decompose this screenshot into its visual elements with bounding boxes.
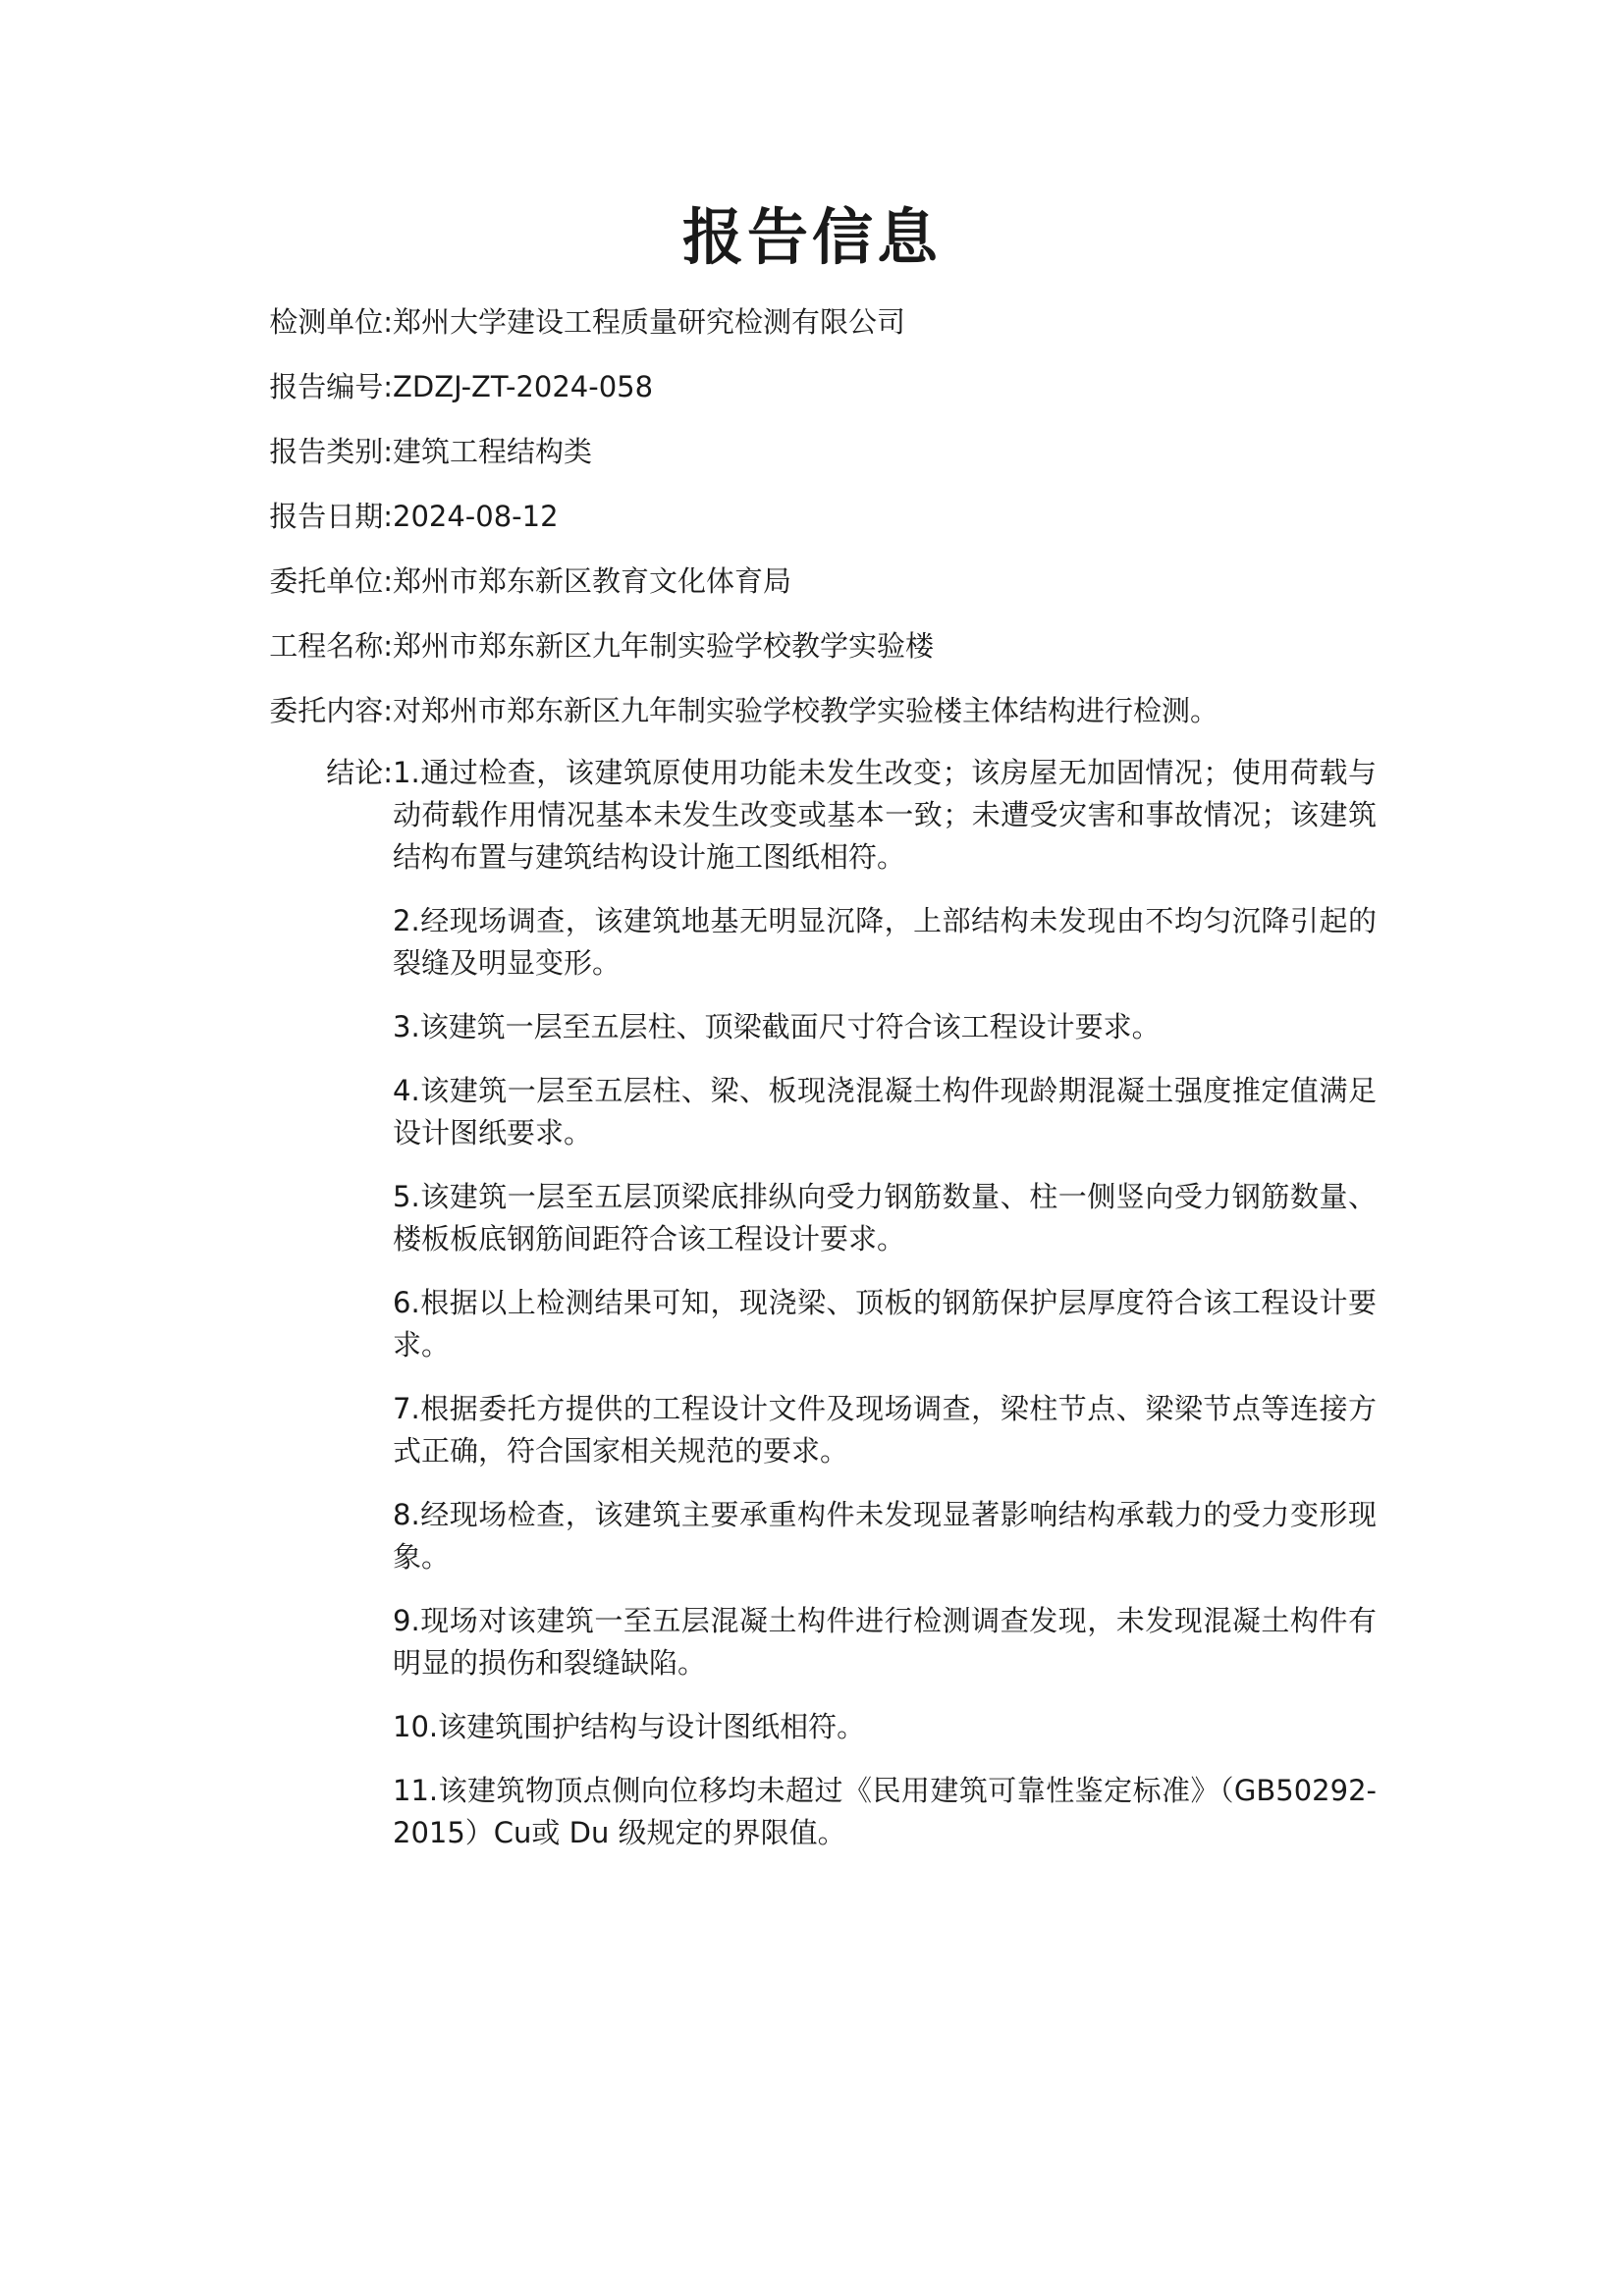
field-commission-content: [244, 689, 1382, 732]
conclusion-label: 结论:: [326, 756, 393, 789]
field-label: 检测单位:: [269, 305, 393, 339]
field-report-category: [244, 430, 1382, 473]
page-title: 报告信息: [681, 201, 942, 273]
field-label: 报告编号:: [269, 370, 393, 403]
conclusion-item: 2.经现场调查，该建筑地基无明显沉降，上部结构未发现由不均匀沉降引起的裂缝及明显变形。: [393, 904, 1377, 980]
field-label: 委托内容:: [269, 694, 393, 727]
field-label: 工程名称:: [269, 629, 393, 663]
conclusion-item: 7.根据委托方提供的工程设计文件及现场调查，梁柱节点、梁梁节点等连接方式正确，符合国家相关规范的要求。: [393, 1392, 1377, 1468]
field-value: 对郑州市郑东新区九年制实验学校教学实验楼主体结构进行检测。: [393, 694, 1219, 727]
conclusion-item: 1.通过检查，该建筑原使用功能未发生改变；该房屋无加固情况；使用荷载与动荷载作用情况基本未发生改变或基本一致；未遭受灾害和事故情况；该建筑结构布置与建筑结构设计施工图纸相符。: [393, 756, 1377, 874]
field-label: 委托单位:: [269, 564, 393, 598]
field-label: 报告日期:: [269, 500, 393, 533]
conclusion-item: 6.根据以上检测结果可知，现浇梁、顶板的钢筋保护层厚度符合该工程设计要求。: [393, 1286, 1377, 1362]
field-value: 建筑工程结构类: [393, 435, 593, 468]
field-value: 郑州市郑东新区九年制实验学校教学实验楼: [393, 629, 935, 663]
conclusion-item: 5.该建筑一层至五层顶梁底排纵向受力钢筋数量、柱一侧竖向受力钢筋数量、 楼板板底钢筋间距符合该工程设计要求。: [393, 1180, 1377, 1255]
conclusion-list: [393, 752, 1377, 1876]
field-testing-unit: [244, 300, 1382, 344]
report-info-fields: [244, 300, 1382, 754]
conclusion-item: 10.该建筑围护结构与设计图纸相符。: [393, 1710, 866, 1743]
conclusion-item: 8.经现场检查，该建筑主要承重构件未发现显著影响结构承载力的受力变形现象。: [393, 1498, 1377, 1574]
field-report-date: [244, 495, 1382, 538]
field-label: 报告类别:: [269, 435, 393, 468]
conclusion-section: [244, 752, 1382, 1876]
field-value: 2024-08-12: [393, 500, 559, 533]
conclusion-item: 4.该建筑一层至五层柱、梁、板现浇混凝土构件现龄期混凝土强度推定值满足设计图纸要求。: [393, 1074, 1377, 1149]
field-project-name: [244, 624, 1382, 667]
field-value: 郑州市郑东新区教育文化体育局: [393, 564, 792, 598]
field-report-number: [244, 365, 1382, 408]
conclusion-item: 9.现场对该建筑一至五层混凝土构件进行检测调查发现，未发现混凝土构件有明显的损伤和裂缝缺陷。: [393, 1604, 1377, 1680]
field-value: ZDZJ-ZT-2024-058: [393, 370, 654, 403]
conclusion-item: 11.该建筑物顶点侧向位移均未超过《民用建筑可靠性鉴定标准》（GB50292-2015）Cu或 Du 级规定的界限值。: [393, 1774, 1377, 1849]
field-client-unit: [244, 560, 1382, 603]
conclusion-item: 3.该建筑一层至五层柱、顶梁截面尺寸符合该工程设计要求。: [393, 1010, 1161, 1043]
field-value: 郑州大学建设工程质量研究检测有限公司: [393, 305, 906, 339]
